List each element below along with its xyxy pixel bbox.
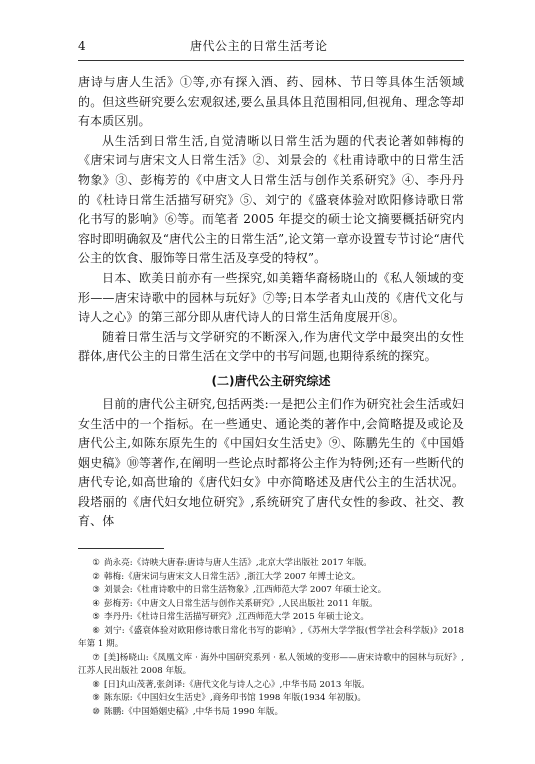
footnote-text: 刘景会:《杜甫诗歌中的日常生活物象》,江西师范大学 2007 年硕士论文。: [104, 585, 387, 595]
footnote-mark: ①: [92, 558, 100, 568]
footnote-text: 彭梅芳:《中唐文人日常生活与创作关系研究》,人民出版社 2011 年版。: [104, 598, 378, 609]
paragraph: 唐诗与唐人生活》①等,亦有探入酒、药、园林、节日等具体生活领域的。但这些研究要么宏观叙述,要么虽具体且范围相同,但视角、理念等却有本质区别。: [78, 75, 464, 129]
paragraph: 从生活到日常生活,自觉清晰以日常生活为题的代表论著如韩梅的《唐宋词与唐宋文人日常生活》②、刘景会的《杜甫诗歌中的日常生活物象》③、彭梅芳的《中唐文人日常生活与创作关系研究》④、李丹丹的《杜诗日常生活描写研究》⑤、刘宁的《盛衰体验对欧阳修诗歌日常化书写的影响》⑥等。而笔者 2005 年提交的硕士论文摘要概括研究内容时即明确叙及“唐代公主的日常生活”,论文第一章亦设置专节讨论“唐代公主的饮食、服饰等日常生活及享受的特权”。: [78, 133, 464, 266]
footnote: [78, 571, 464, 585]
footnote-mark: ⑤: [92, 612, 100, 622]
footnote-mark: ②: [92, 571, 100, 582]
paragraph: 目前的唐代公主研究,包括两类:一是把公主们作为研究社会生活或妇女生活中的一个指标。在一些通史、通论类的著作中,会简略提及或论及唐代公主,如陈东原先生的《中国妇女生活史》⑨、陈鹏先生的《中国婚姻史稿》⑩等著作,在阐明一些论点时都将公主作为特例;还有一些断代的唐代专论,如高世瑜的《唐代妇女》中亦简略述及唐代公主的生活状况。段塔丽的《唐代妇女地位研究》,系统研究了唐代女性的参政、社交、教育、体: [78, 396, 464, 529]
body-text: [78, 73, 464, 532]
footnote-text: [日]丸山茂著,张剑译:《唐代文化与诗人之心》,中华书局 2013 年版。: [104, 679, 370, 690]
footnote-mark: ③: [92, 585, 100, 595]
footnote-text: 李丹丹:《杜诗日常生活描写研究》,江西师范大学 2015 年硕士论文。: [104, 612, 369, 622]
footnote-rule: [78, 548, 164, 549]
footnote: [78, 584, 464, 598]
footnote: [78, 598, 464, 612]
footnote: [78, 652, 464, 679]
footnote: [78, 706, 464, 720]
footnote-mark: ⑨: [92, 693, 100, 703]
page-number: 4: [78, 39, 86, 53]
footnote-mark: ⑧: [92, 679, 100, 690]
footnote-mark: ⑩: [92, 706, 100, 717]
paragraph: 日本、欧美日前亦有一些探究,如美籍华裔杨晓山的《私人领域的变形——唐宋诗歌中的园林与玩好》⑦等;日本学者丸山茂的《唐代文化与诗人之心》的第三部分即从唐代诗人的日常生活角度展开⑧。: [78, 270, 464, 325]
footnote-mark: ④: [92, 598, 100, 609]
page-header: [78, 38, 464, 58]
footnote-text: 陈东原:《中国妇女生活史》,商务印书馆 1998 年版(1934 年初版)。: [104, 693, 366, 703]
header-rule: [78, 60, 464, 61]
footnote: [78, 679, 464, 693]
footnote-mark: ⑦: [92, 652, 100, 663]
running-title: 唐代公主的日常生活考论: [190, 39, 328, 53]
footnotes: [78, 557, 464, 719]
footnote-text: 尚永亮:《诗映大唐春:唐诗与唐人生活》,北京大学出版社 2017 年版。: [104, 558, 372, 568]
footnote: [78, 557, 464, 571]
footnote-mark: ⑥: [92, 625, 100, 636]
footnote: [78, 611, 464, 625]
footnote-text: 刘宁:《盛衰体验对欧阳修诗歌日常化书写的影响》,《苏州大学学报(哲学社会科学版)》2018 年第 1 期。: [78, 625, 464, 649]
paragraph: 随着日常生活与文学研究的不断深入,作为唐代文学中最突出的女性群体,唐代公主的日常生活在文学中的书写问题,也期待系统的探究。: [78, 329, 464, 364]
footnote: [78, 625, 464, 652]
footnote: [78, 692, 464, 706]
section-heading: (二)唐代公主研究综述: [211, 373, 331, 388]
footnote-text: 韩梅:《唐宋词与唐宋文人日常生活》,浙江大学 2007 年博士论文。: [104, 571, 361, 582]
footnote-text: [美]杨晓山:《凤凰文库 · 海外中国研究系列 · 私人领域的变形——唐宋诗歌中的园林与玩好》,江苏人民出版社 2008 年版。: [78, 652, 464, 676]
footnote-text: 陈鹏:《中国婚姻史稿》,中华书局 1990 年版。: [104, 706, 284, 717]
